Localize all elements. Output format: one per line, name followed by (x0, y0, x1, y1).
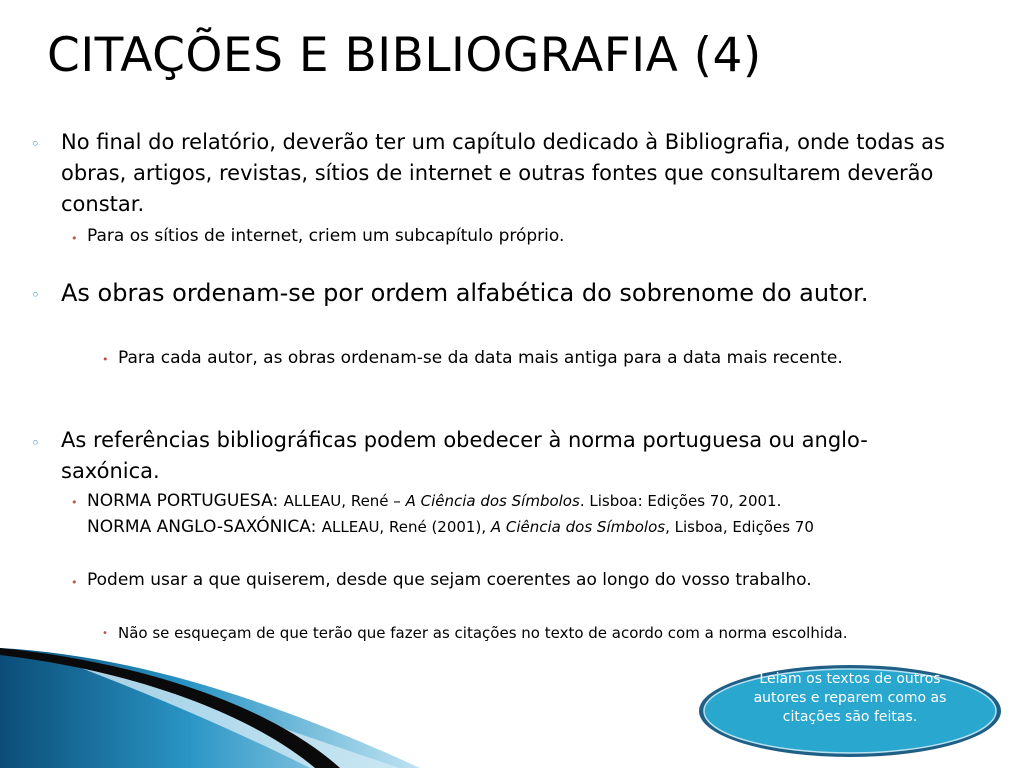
bullet-bibliographic-norms: As referências bibliográficas podem obedecer à norma portuguesa ou anglo-saxónica. (61, 428, 868, 483)
dot-bullet-icon: • (102, 353, 109, 366)
norma-anglo-saxonica-line: NORMA ANGLO-SAXÓNICA: ALLEAU, René (2001), A Ciência dos Símbolos, Lisboa, Edições 70 (87, 517, 814, 537)
sub-bullet-internet-sites: Para os sítios de internet, criem um subcapítulo próprio. (87, 226, 565, 246)
sub-bullet-date-order: Para cada autor, as obras ordenam-se da data mais antiga para a data mais recente. (118, 348, 843, 368)
sub-sub-bullet-citations-note: Não se esqueçam de que terão que fazer as citações no texto de acordo com a norma escolhida. (118, 624, 848, 642)
norma-portuguesa-label: NORMA PORTUGUESA (87, 491, 273, 511)
callout-text: Leiam os textos de outros autores e reparem como as citações são feitas. (753, 671, 947, 725)
norma-portuguesa-ref-publisher: . Lisboa: Edições 70, 2001. (579, 492, 782, 510)
dot-bullet-icon: • (71, 232, 78, 245)
dot-bullet-icon: • (71, 576, 78, 589)
circle-bullet-icon: ◦ (31, 286, 40, 304)
norma-anglo-saxonica-label: NORMA ANGLO-SAXÓNICA (87, 517, 311, 537)
norma-anglo-saxonica-ref-title: A Ciência dos Símbolos (490, 518, 666, 536)
norma-portuguesa-ref-author: ALLEAU, René – (283, 492, 406, 510)
circle-bullet-icon: ◦ (31, 434, 40, 452)
sub-bullet-consistency: Podem usar a que quiserem, desde que sejam coerentes ao longo do vosso trabalho. (87, 570, 812, 590)
dot-bullet-icon: • (71, 496, 78, 509)
norma-anglo-saxonica-ref-publisher: , Lisboa, Edições 70 (665, 518, 814, 536)
bullet-bibliography-chapter: No final do relatório, deverão ter um capítulo dedicado à Bibliografia, onde todas as obras, artigos, revistas, sítios de internet e outras fontes que consultarem deverão constar. (61, 130, 945, 216)
norma-anglo-saxonica-ref-author: ALLEAU, René (2001), (321, 518, 491, 536)
slide-title: CITAÇÕES E BIBLIOGRAFIA (4) (47, 28, 762, 83)
circle-bullet-icon: ◦ (31, 135, 40, 153)
dot-bullet-icon: • (102, 628, 108, 639)
norma-portuguesa-ref-title: A Ciência dos Símbolos (405, 492, 580, 510)
bullet-alphabetical-order: As obras ordenam-se por ordem alfabética do sobrenome do autor. (61, 279, 869, 307)
norma-portuguesa-line: NORMA PORTUGUESA: ALLEAU, René – A Ciência dos Símbolos. Lisboa: Edições 70, 2001. (87, 491, 782, 511)
sub-bullet-norm-examples (87, 488, 1007, 540)
